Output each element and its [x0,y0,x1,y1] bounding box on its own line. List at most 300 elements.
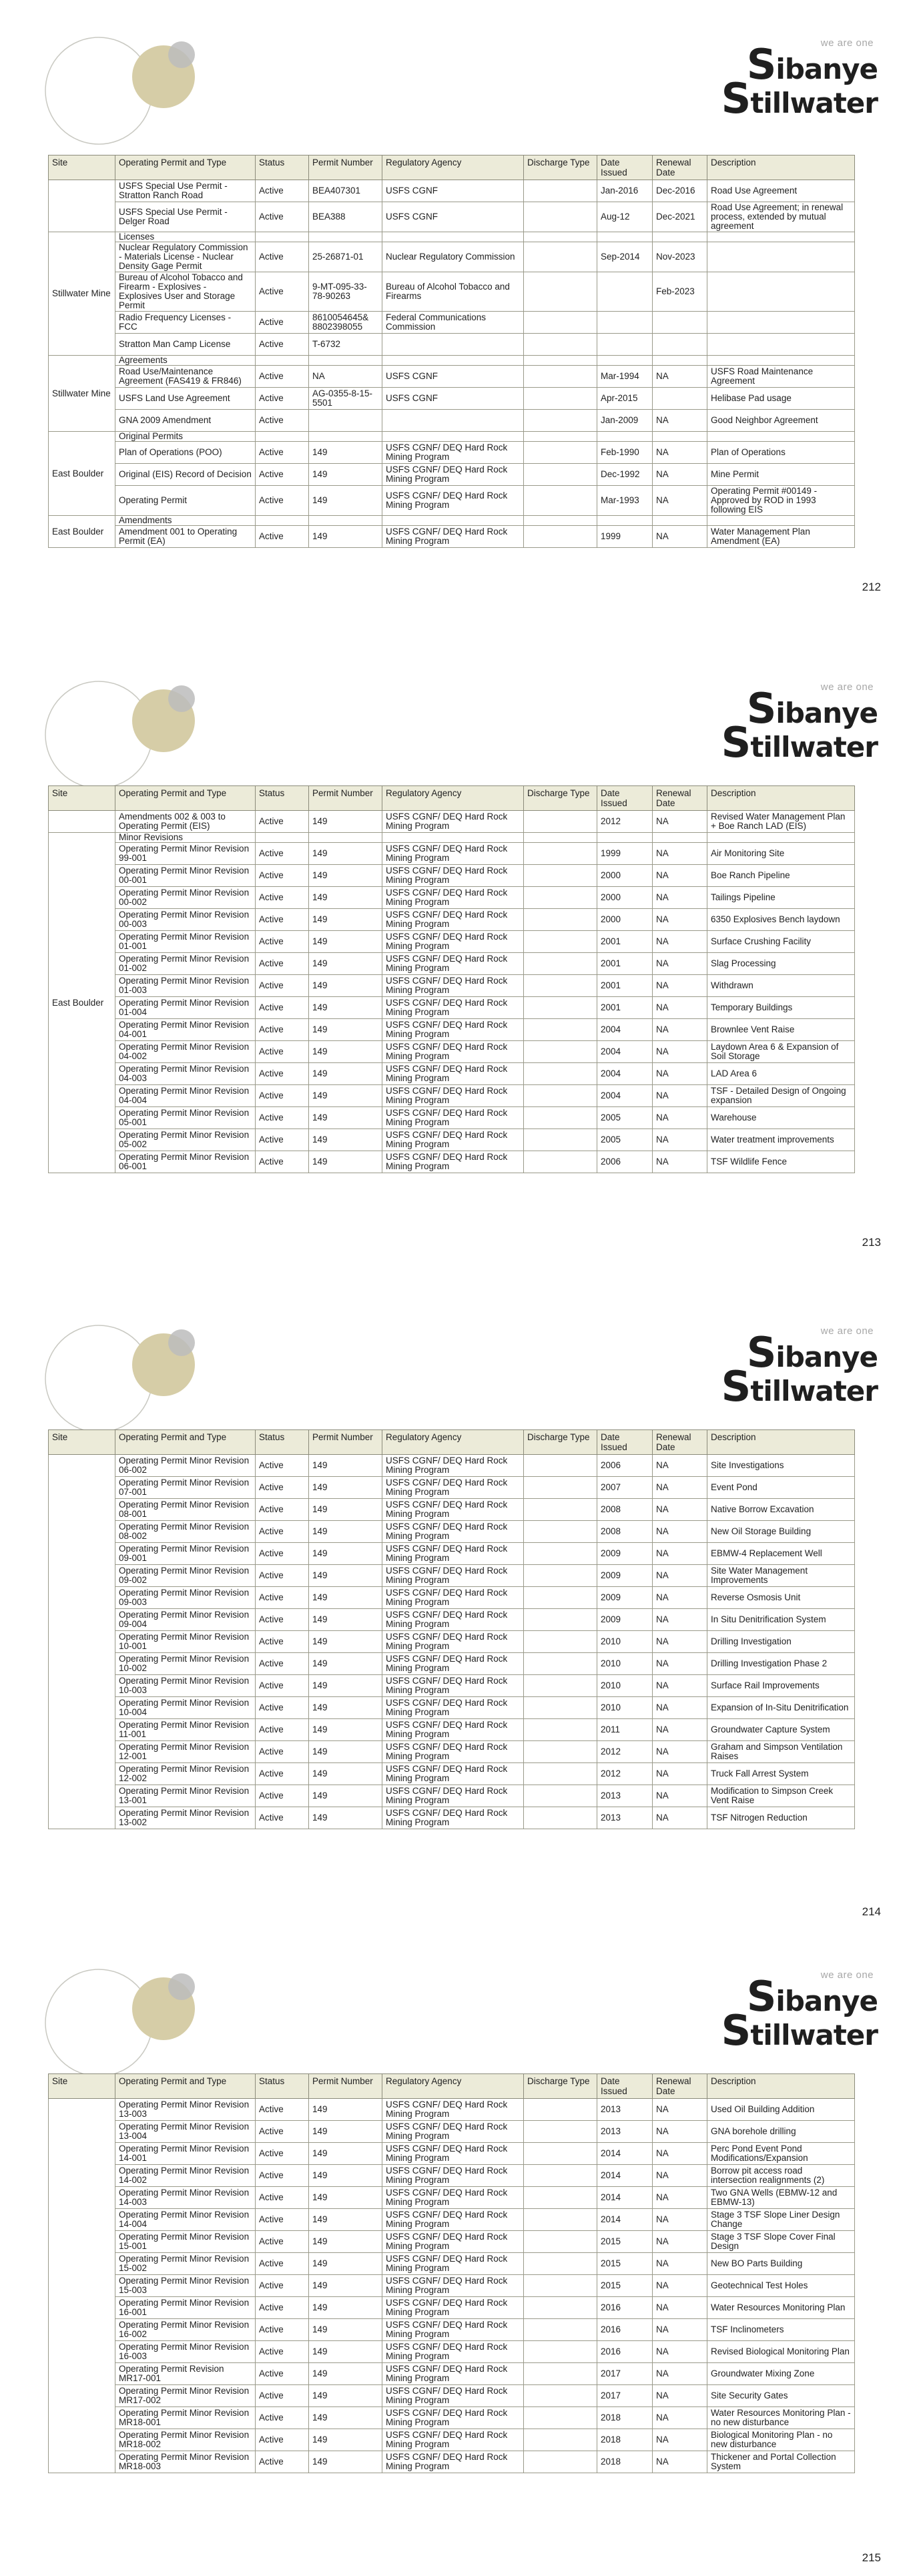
page-number: 212 [862,581,881,593]
cell-agency: USFS CGNF/ DEQ Hard Rock Mining Program [382,1741,524,1763]
cell-agency: USFS CGNF/ DEQ Hard Rock Mining Program [382,1807,524,1829]
column-header-agency: Regulatory Agency [382,786,524,811]
column-header-description: Description [707,786,855,811]
cell-type: Operating Permit Minor Revision 04-004 [115,1085,256,1107]
cell-type: Operating Permit Minor Revision 15-001 [115,2231,256,2253]
column-header-status: Status [256,1430,309,1455]
cell-discharge [524,931,597,953]
cell-issued [597,516,653,526]
cell-num: 149 [309,2297,382,2319]
cell-type: Operating Permit Minor Revision 13-002 [115,1807,256,1829]
cell-agency: USFS CGNF/ DEQ Hard Rock Mining Program [382,2209,524,2231]
cell-status [256,232,309,242]
column-header-agency: Regulatory Agency [382,155,524,180]
logo-initial: S [746,1328,776,1377]
table-row [49,1807,855,1829]
cell-issued: 2017 [597,2385,653,2407]
cell-desc [707,272,855,312]
cell-discharge [524,2253,597,2275]
cell-agency: USFS CGNF/ DEQ Hard Rock Mining Program [382,997,524,1019]
table-row [49,1455,855,1477]
cell-agency: USFS CGNF/ DEQ Hard Rock Mining Program [382,1521,524,1543]
table-row [49,2319,855,2341]
table-row [49,1609,855,1631]
cell-num: 149 [309,1129,382,1151]
cell-status: Active [256,811,309,833]
cell-num: 149 [309,1151,382,1173]
cell-discharge [524,1477,597,1499]
cell-agency: USFS CGNF/ DEQ Hard Rock Mining Program [382,1785,524,1807]
cell-type: Agreements [115,356,256,366]
cell-agency: USFS CGNF/ DEQ Hard Rock Mining Program [382,1719,524,1741]
cell-renewal: NA [653,909,707,931]
cell-status: Active [256,1499,309,1521]
table-row [49,843,855,865]
cell-discharge [524,410,597,432]
cell-num: 149 [309,1455,382,1477]
table-row [49,1129,855,1151]
cell-status: Active [256,1807,309,1829]
cell-issued: 2011 [597,1719,653,1741]
cell-desc: Drilling Investigation Phase 2 [707,1653,855,1675]
cell-type: Operating Permit Minor Revision 16-003 [115,2341,256,2363]
cell-agency: USFS CGNF/ DEQ Hard Rock Mining Program [382,1455,524,1477]
cell-num: 149 [309,1477,382,1499]
cell-num: 149 [309,1107,382,1129]
cell-issued [597,833,653,843]
table-row [49,1763,855,1785]
cell-issued: 2018 [597,2451,653,2473]
cell-renewal: NA [653,865,707,887]
cell-discharge [524,2099,597,2121]
table-row [49,1653,855,1675]
cell-issued: 2001 [597,997,653,1019]
cell-discharge [524,2121,597,2143]
cell-type: USFS Special Use Permit - Delger Road [115,202,256,232]
cell-type: Operating Permit Minor Revision 13-001 [115,1785,256,1807]
cell-status: Active [256,2429,309,2451]
cell-agency: USFS CGNF/ DEQ Hard Rock Mining Program [382,442,524,464]
cell-agency: USFS CGNF/ DEQ Hard Rock Mining Program [382,2121,524,2143]
cell-agency: USFS CGNF/ DEQ Hard Rock Mining Program [382,1587,524,1609]
cell-num: 149 [309,975,382,997]
table-row [49,272,855,312]
logo-word-2 [717,1362,878,1411]
logo-word-1-text: ibanye [776,53,878,85]
cell-num: 149 [309,909,382,931]
cell-renewal: NA [653,1521,707,1543]
cell-type: Operating Permit Minor Revision 01-002 [115,953,256,975]
cell-status: Active [256,312,309,334]
cell-type: Minor Revisions [115,833,256,843]
cell-type: Amendments 002 & 003 to Operating Permit (EIS) [115,811,256,833]
cell-desc: LAD Area 6 [707,1063,855,1085]
cell-agency: USFS CGNF/ DEQ Hard Rock Mining Program [382,1151,524,1173]
cell-num: 149 [309,2275,382,2297]
table-row [49,410,855,432]
cell-agency: USFS CGNF/ DEQ Hard Rock Mining Program [382,526,524,548]
cell-num [309,232,382,242]
cell-type: Bureau of Alcohol Tobacco and Firearm - Explosives - Explosives User and Storage Permit [115,272,256,312]
cell-num: 149 [309,2451,382,2473]
logo-tagline: we are one [820,1325,874,1337]
cell-issued: 2018 [597,2407,653,2429]
cell-desc: Site Water Management Improvements [707,1565,855,1587]
cell-agency: USFS CGNF/ DEQ Hard Rock Mining Program [382,2451,524,2473]
cell-renewal: NA [653,1041,707,1063]
cell-type: Operating Permit Minor Revision 11-001 [115,1719,256,1741]
cell-issued: 2018 [597,2429,653,2451]
cell-status: Active [256,1697,309,1719]
cell-issued: 2006 [597,1455,653,1477]
logo-tagline: we are one [820,1969,874,1981]
cell-desc: Biological Monitoring Plan - no new disturbance [707,2429,855,2451]
cell-desc: Slag Processing [707,953,855,975]
cell-type: Operating Permit Minor Revision MR18-002 [115,2429,256,2451]
cell-agency: USFS CGNF/ DEQ Hard Rock Mining Program [382,2407,524,2429]
cell-discharge [524,2341,597,2363]
cell-discharge [524,811,597,833]
table-row [49,2253,855,2275]
cell-status: Active [256,410,309,432]
cell-agency: USFS CGNF/ DEQ Hard Rock Mining Program [382,1019,524,1041]
cell-type: Operating Permit Minor Revision MR18-001 [115,2407,256,2429]
cell-desc [707,432,855,442]
cell-desc: Reverse Osmosis Unit [707,1587,855,1609]
cell-status: Active [256,1763,309,1785]
cell-renewal: NA [653,2341,707,2363]
cell-site: East Boulder [49,516,115,548]
cell-num: 149 [309,997,382,1019]
cell-issued: 2004 [597,1063,653,1085]
cell-type: USFS Special Use Permit - Stratton Ranch Road [115,180,256,202]
cell-discharge [524,2407,597,2429]
cell-status: Active [256,1151,309,1173]
cell-issued: 2014 [597,2165,653,2187]
cell-agency: USFS CGNF/ DEQ Hard Rock Mining Program [382,2341,524,2363]
cell-discharge [524,2209,597,2231]
table-row [49,2099,855,2121]
section-header-row [49,232,855,242]
cell-desc: Drilling Investigation [707,1631,855,1653]
cell-agency [382,432,524,442]
cell-desc [707,356,855,366]
document-page [0,1932,911,2576]
column-header-status: Status [256,786,309,811]
cell-type: Operating Permit Minor Revision 01-001 [115,931,256,953]
cell-issued [597,232,653,242]
cell-issued: 2013 [597,2121,653,2143]
table-row [49,202,855,232]
cell-status: Active [256,1565,309,1587]
table-row [49,2341,855,2363]
cell-agency: USFS CGNF/ DEQ Hard Rock Mining Program [382,2253,524,2275]
cell-renewal: NA [653,2187,707,2209]
cell-issued: 2008 [597,1521,653,1543]
cell-desc: Modification to Simpson Creek Vent Raise [707,1785,855,1807]
cell-status: Active [256,1587,309,1609]
cell-issued: Jan-2016 [597,180,653,202]
cell-agency: USFS CGNF/ DEQ Hard Rock Mining Program [382,486,524,516]
table-row [49,1151,855,1173]
cell-issued [597,272,653,312]
cell-desc [707,516,855,526]
cell-type: Operating Permit Minor Revision 09-004 [115,1609,256,1631]
cell-agency: USFS CGNF/ DEQ Hard Rock Mining Program [382,1063,524,1085]
column-header-site: Site [49,2074,115,2099]
cell-status: Active [256,464,309,486]
cell-desc [707,232,855,242]
decorative-circles [40,1315,214,1441]
cell-status: Active [256,1129,309,1151]
sibanye-stillwater-logo [717,1969,878,2055]
cell-num: 149 [309,2253,382,2275]
cell-agency: USFS CGNF/ DEQ Hard Rock Mining Program [382,2319,524,2341]
cell-type: Operating Permit Minor Revision 00-001 [115,865,256,887]
cell-renewal: Dec-2016 [653,180,707,202]
cell-type: Operating Permit Minor Revision 09-003 [115,1587,256,1609]
cell-renewal: NA [653,1499,707,1521]
cell-num: 149 [309,1697,382,1719]
cell-renewal [653,516,707,526]
cell-type: Operating Permit Minor Revision 12-002 [115,1763,256,1785]
decorative-circles [40,671,214,797]
cell-type: Operating Permit Minor Revision MR18-003 [115,2451,256,2473]
cell-discharge [524,366,597,388]
cell-status: Active [256,1521,309,1543]
cell-issued: 1999 [597,526,653,548]
cell-renewal: NA [653,2231,707,2253]
cell-num: NA [309,366,382,388]
cell-num: 149 [309,1063,382,1085]
cell-discharge [524,1129,597,1151]
table-row [49,1587,855,1609]
page-number: 214 [862,1905,881,1918]
cell-discharge [524,2143,597,2165]
cell-renewal: NA [653,1151,707,1173]
cell-desc: TSF Inclinometers [707,2319,855,2341]
cell-type: Operating Permit Minor Revision 99-001 [115,843,256,865]
cell-status: Active [256,2187,309,2209]
cell-issued: 2009 [597,1609,653,1631]
logo-word-1-text: ibanye [776,697,878,729]
cell-type: Operating Permit Revision MR17-001 [115,2363,256,2385]
cell-renewal: NA [653,1763,707,1785]
cell-renewal: NA [653,1807,707,1829]
table-row [49,975,855,997]
cell-desc: Groundwater Capture System [707,1719,855,1741]
cell-desc: Geotechnical Test Holes [707,2275,855,2297]
column-header-site: Site [49,155,115,180]
table-row [49,486,855,516]
cell-discharge [524,1741,597,1763]
cell-renewal: NA [653,2165,707,2187]
cell-renewal: NA [653,1697,707,1719]
cell-discharge [524,180,597,202]
cell-discharge [524,975,597,997]
column-header-renewal: Renewal Date [653,1430,707,1455]
cell-discharge [524,1543,597,1565]
column-header-renewal: Renewal Date [653,2074,707,2099]
cell-agency: USFS CGNF/ DEQ Hard Rock Mining Program [382,2429,524,2451]
cell-issued: 2009 [597,1565,653,1587]
cell-renewal: NA [653,1675,707,1697]
cell-issued: 2000 [597,865,653,887]
cell-num: 149 [309,2341,382,2363]
permits-table [48,785,855,1173]
cell-num [309,356,382,366]
cell-agency: USFS CGNF/ DEQ Hard Rock Mining Program [382,1543,524,1565]
cell-renewal [653,432,707,442]
cell-num: 149 [309,843,382,865]
cell-renewal: NA [653,1455,707,1477]
cell-status: Active [256,1041,309,1063]
cell-renewal: NA [653,1477,707,1499]
cell-issued [597,356,653,366]
cell-status: Active [256,1063,309,1085]
cell-discharge [524,2231,597,2253]
cell-discharge [524,242,597,272]
logo-tagline: we are one [820,681,874,693]
cell-status: Active [256,1455,309,1477]
cell-renewal: NA [653,2407,707,2429]
table-row [49,2275,855,2297]
cell-num: AG-0355-8-15-5501 [309,388,382,410]
cell-status: Active [256,1107,309,1129]
decorative-circles [40,1959,214,2085]
cell-status: Active [256,2297,309,2319]
cell-discharge [524,464,597,486]
table-row [49,1697,855,1719]
cell-issued: Sep-2014 [597,242,653,272]
cell-renewal: NA [653,887,707,909]
cell-site: Stillwater Mine [49,356,115,432]
table-row [49,1019,855,1041]
cell-num: 149 [309,1041,382,1063]
table-header-row [49,2074,855,2099]
cell-renewal: NA [653,442,707,464]
cell-renewal: NA [653,1609,707,1631]
cell-status: Active [256,526,309,548]
table-row [49,1521,855,1543]
column-header-permit-type: Operating Permit and Type [115,155,256,180]
section-header-row [49,432,855,442]
cell-desc: Revised Biological Monitoring Plan [707,2341,855,2363]
table-row [49,1675,855,1697]
cell-agency: USFS CGNF/ DEQ Hard Rock Mining Program [382,1631,524,1653]
cell-type: Operating Permit Minor Revision 01-004 [115,997,256,1019]
cell-num: 149 [309,1675,382,1697]
cell-renewal [653,334,707,356]
cell-desc: Air Monitoring Site [707,843,855,865]
cell-issued [597,312,653,334]
cell-status: Active [256,887,309,909]
cell-renewal: NA [653,2121,707,2143]
cell-type: Operating Permit Minor Revision 15-003 [115,2275,256,2297]
cell-renewal: NA [653,1129,707,1151]
cell-issued: 2013 [597,1785,653,1807]
table-row [49,1741,855,1763]
table-row [49,811,855,833]
cell-type: Operating Permit Minor Revision 10-001 [115,1631,256,1653]
cell-desc: Plan of Operations [707,442,855,464]
cell-desc: Perc Pond Event Pond Modifications/Expansion [707,2143,855,2165]
table-row [49,388,855,410]
cell-renewal: NA [653,1719,707,1741]
cell-discharge [524,2319,597,2341]
cell-discharge [524,2363,597,2385]
cell-renewal [653,833,707,843]
cell-renewal: NA [653,2275,707,2297]
cell-agency: USFS CGNF/ DEQ Hard Rock Mining Program [382,1697,524,1719]
cell-status: Active [256,486,309,516]
cell-num: 149 [309,2143,382,2165]
table-row [49,1085,855,1107]
cell-desc: Water Resources Monitoring Plan [707,2297,855,2319]
cell-discharge [524,843,597,865]
cell-agency: USFS CGNF/ DEQ Hard Rock Mining Program [382,1499,524,1521]
table-row [49,2407,855,2429]
cell-issued: 2010 [597,1631,653,1653]
logo-initial: S [721,718,751,767]
cell-issued: 2000 [597,887,653,909]
cell-num [309,833,382,843]
cell-desc: Road Use Agreement; in renewal process, extended by mutual agreement [707,202,855,232]
cell-discharge [524,953,597,975]
column-header-site: Site [49,786,115,811]
cell-desc: TSF Wildlife Fence [707,1151,855,1173]
cell-renewal: NA [653,1107,707,1129]
grey-circle [168,685,195,712]
table-row [49,442,855,464]
cell-renewal: NA [653,2099,707,2121]
cell-renewal: NA [653,2143,707,2165]
cell-num: 149 [309,2363,382,2385]
cell-desc [707,312,855,334]
cell-discharge [524,2165,597,2187]
cell-type: Operating Permit Minor Revision 16-002 [115,2319,256,2341]
cell-num [309,410,382,432]
cell-status: Active [256,975,309,997]
cell-num: 149 [309,1631,382,1653]
column-header-permit-number: Permit Number [309,786,382,811]
cell-agency: USFS CGNF/ DEQ Hard Rock Mining Program [382,2385,524,2407]
cell-renewal [653,312,707,334]
cell-num: 8610054645& 8802398055 [309,312,382,334]
cell-agency: Bureau of Alcohol Tobacco and Firearms [382,272,524,312]
cell-discharge [524,232,597,242]
cell-issued: Jan-2009 [597,410,653,432]
cell-desc: Temporary Buildings [707,997,855,1019]
logo-word-1-text: ibanye [776,1985,878,2017]
cell-type: Operating Permit Minor Revision 00-002 [115,887,256,909]
logo-word-2 [717,2006,878,2055]
cell-type: Radio Frequency Licenses - FCC [115,312,256,334]
column-header-permit-type: Operating Permit and Type [115,1430,256,1455]
logo-initial: S [746,684,776,733]
permits-table [48,2073,855,2473]
cell-renewal: Dec-2021 [653,202,707,232]
cell-site: East Boulder [49,432,115,516]
cell-status: Active [256,1019,309,1041]
cell-renewal: NA [653,2451,707,2473]
cell-discharge [524,1019,597,1041]
cell-desc: TSF Nitrogen Reduction [707,1807,855,1829]
cell-agency: Federal Communications Commission [382,312,524,334]
cell-agency: USFS CGNF/ DEQ Hard Rock Mining Program [382,843,524,865]
cell-num: 149 [309,2121,382,2143]
cell-agency: USFS CGNF/ DEQ Hard Rock Mining Program [382,2363,524,2385]
